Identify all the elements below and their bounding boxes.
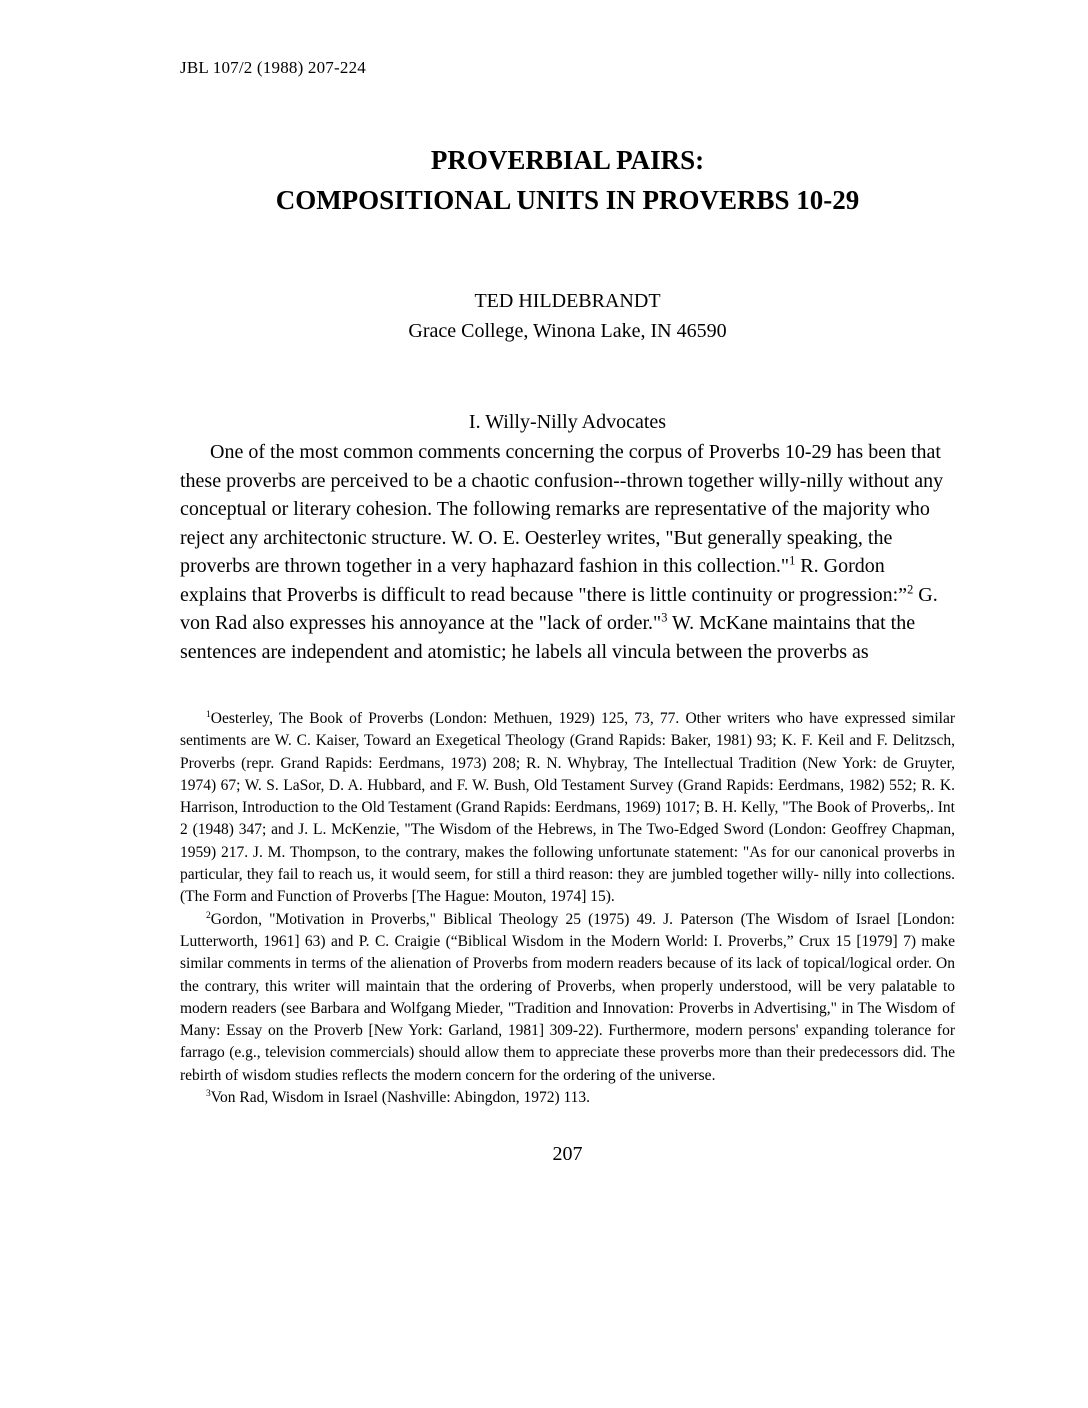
footnote-1	[180, 708, 955, 909]
journal-reference: JBL 107/2 (1988) 207-224	[180, 58, 366, 77]
author-block	[180, 286, 955, 346]
body-text-segment-2: R. Gordon explains that Proverbs is difficult to read because "there is little continuity or progression:”	[180, 555, 908, 606]
footnote-marker-3: 3	[206, 1087, 211, 1099]
author-affiliation: Grace College, Winona Lake, IN 46590	[408, 320, 727, 342]
footnote-text-3: Von Rad, Wisdom in Israel (Nashville: Abingdon, 1972) 113.	[210, 1089, 591, 1107]
footnote-ref-3: 3	[661, 610, 668, 625]
page-number: 207	[552, 1143, 583, 1166]
body-paragraph	[180, 438, 955, 666]
footnote-ref-2: 2	[907, 581, 914, 596]
footnotes-section	[180, 708, 955, 1109]
footnote-text-2: Gordon, "Motivation in Proverbs," Biblical Theology 25 (1975) 49. J. Paterson (The Wisdom of Israel [London: Lutterworth, 1961] 63) and P. C. Craigie (“Biblical Wisdom in the Modern World: I. Proverbs,” Crux 15 [1979] 7) make similar comments in terms of the alienation of Proverbs from modern readers because of its lack of topical/logical order. On the contrary, this writer will maintain that the ordering of Proverbs, when properly understood, will be very palatable to modern readers (see Barbara and Wolfgang Mieder, "Tradition and Innovation: Proverbs in Advertising," in The Wisdom of Many: Essay on the Proverb [New York: Garland, 1981] 309-22). Furthermore, modern persons' expanding tolerance for farrago (e.g., television commercials) should allow them to appreciate these proverbs more than their predecessors did. The rebirth of wisdom studies reflects the modern concern for the ordering of the universe.	[180, 910, 955, 1084]
author-name: TED HILDEBRANDT	[474, 290, 661, 312]
paper-title	[180, 140, 955, 220]
title-line-1: PROVERBIAL PAIRS:	[430, 145, 705, 175]
footnote-text-1: Oesterley, The Book of Proverbs (London: Methuen, 1929) 125, 73, 77. Other writers who have expressed similar sentiments are W. C. Kaiser, Toward an Exegetical Theology (Grand Rapids: Baker, 1981) 93; K. F. Keil and F. Delitzsch, Proverbs (repr. Grand Rapids: Eerdmans, 1973) 208; R. N. Whybray, The Intellectual Tradition (New York: de Gruyter, 1974) 67; W. S. LaSor, D. A. Hubbard, and F. W. Bush, Old Testament Survey (Grand Rapids: Eerdmans, 1982) 552; R. K. Harrison, Introduction to the Old Testament (Grand Rapids: Eerdmans, 1969) 1017; B. H. Kelly, "The Book of Proverbs,. Int 2 (1948) 347; and J. L. McKenzie, "The Wisdom of the Hebrews, in The Two-Edged Sword (London: Geoffrey Chapman, 1959) 217. J. M. Thompson, to the contrary, makes the following unfortunate statement: "As for our canonical proverbs in particular, they fail to reach us, it would seem, for still a third reason: they are jumbled together willy- nilly into collections. (The Form and Function of Proverbs [The Hague: Mouton, 1974] 15).	[180, 710, 955, 906]
body-text-segment-3: G. von Rad also expresses his annoyance at the "lack of order."	[180, 583, 938, 634]
footnote-marker-1: 1	[206, 708, 211, 720]
title-line-2: COMPOSITIONAL UNITS IN PROVERBS 10-29	[275, 185, 860, 215]
body-text-segment-1: One of the most common comments concerning the corpus of Proverbs 10-29 has been that these proverbs are perceived to be a chaotic confusion--thrown together willy-nilly without any conceptual or literary cohesion. The following remarks are representative of the majority who reject any architectonic structure. W. O. E. Oesterley writes, "But generally speaking, the proverbs are thrown together in a very haphazard fashion in this collection."	[180, 441, 944, 577]
body-text-segment-4: W. McKane maintains that the sentences are independent and atomistic; he labels all vincula between the proverbs as	[180, 612, 916, 663]
footnote-2	[180, 909, 955, 1087]
section-heading: I. Willy-Nilly Advocates	[468, 411, 667, 433]
footnote-3	[180, 1087, 955, 1109]
footnote-marker-2: 2	[206, 909, 211, 921]
footnote-ref-1: 1	[789, 553, 796, 568]
